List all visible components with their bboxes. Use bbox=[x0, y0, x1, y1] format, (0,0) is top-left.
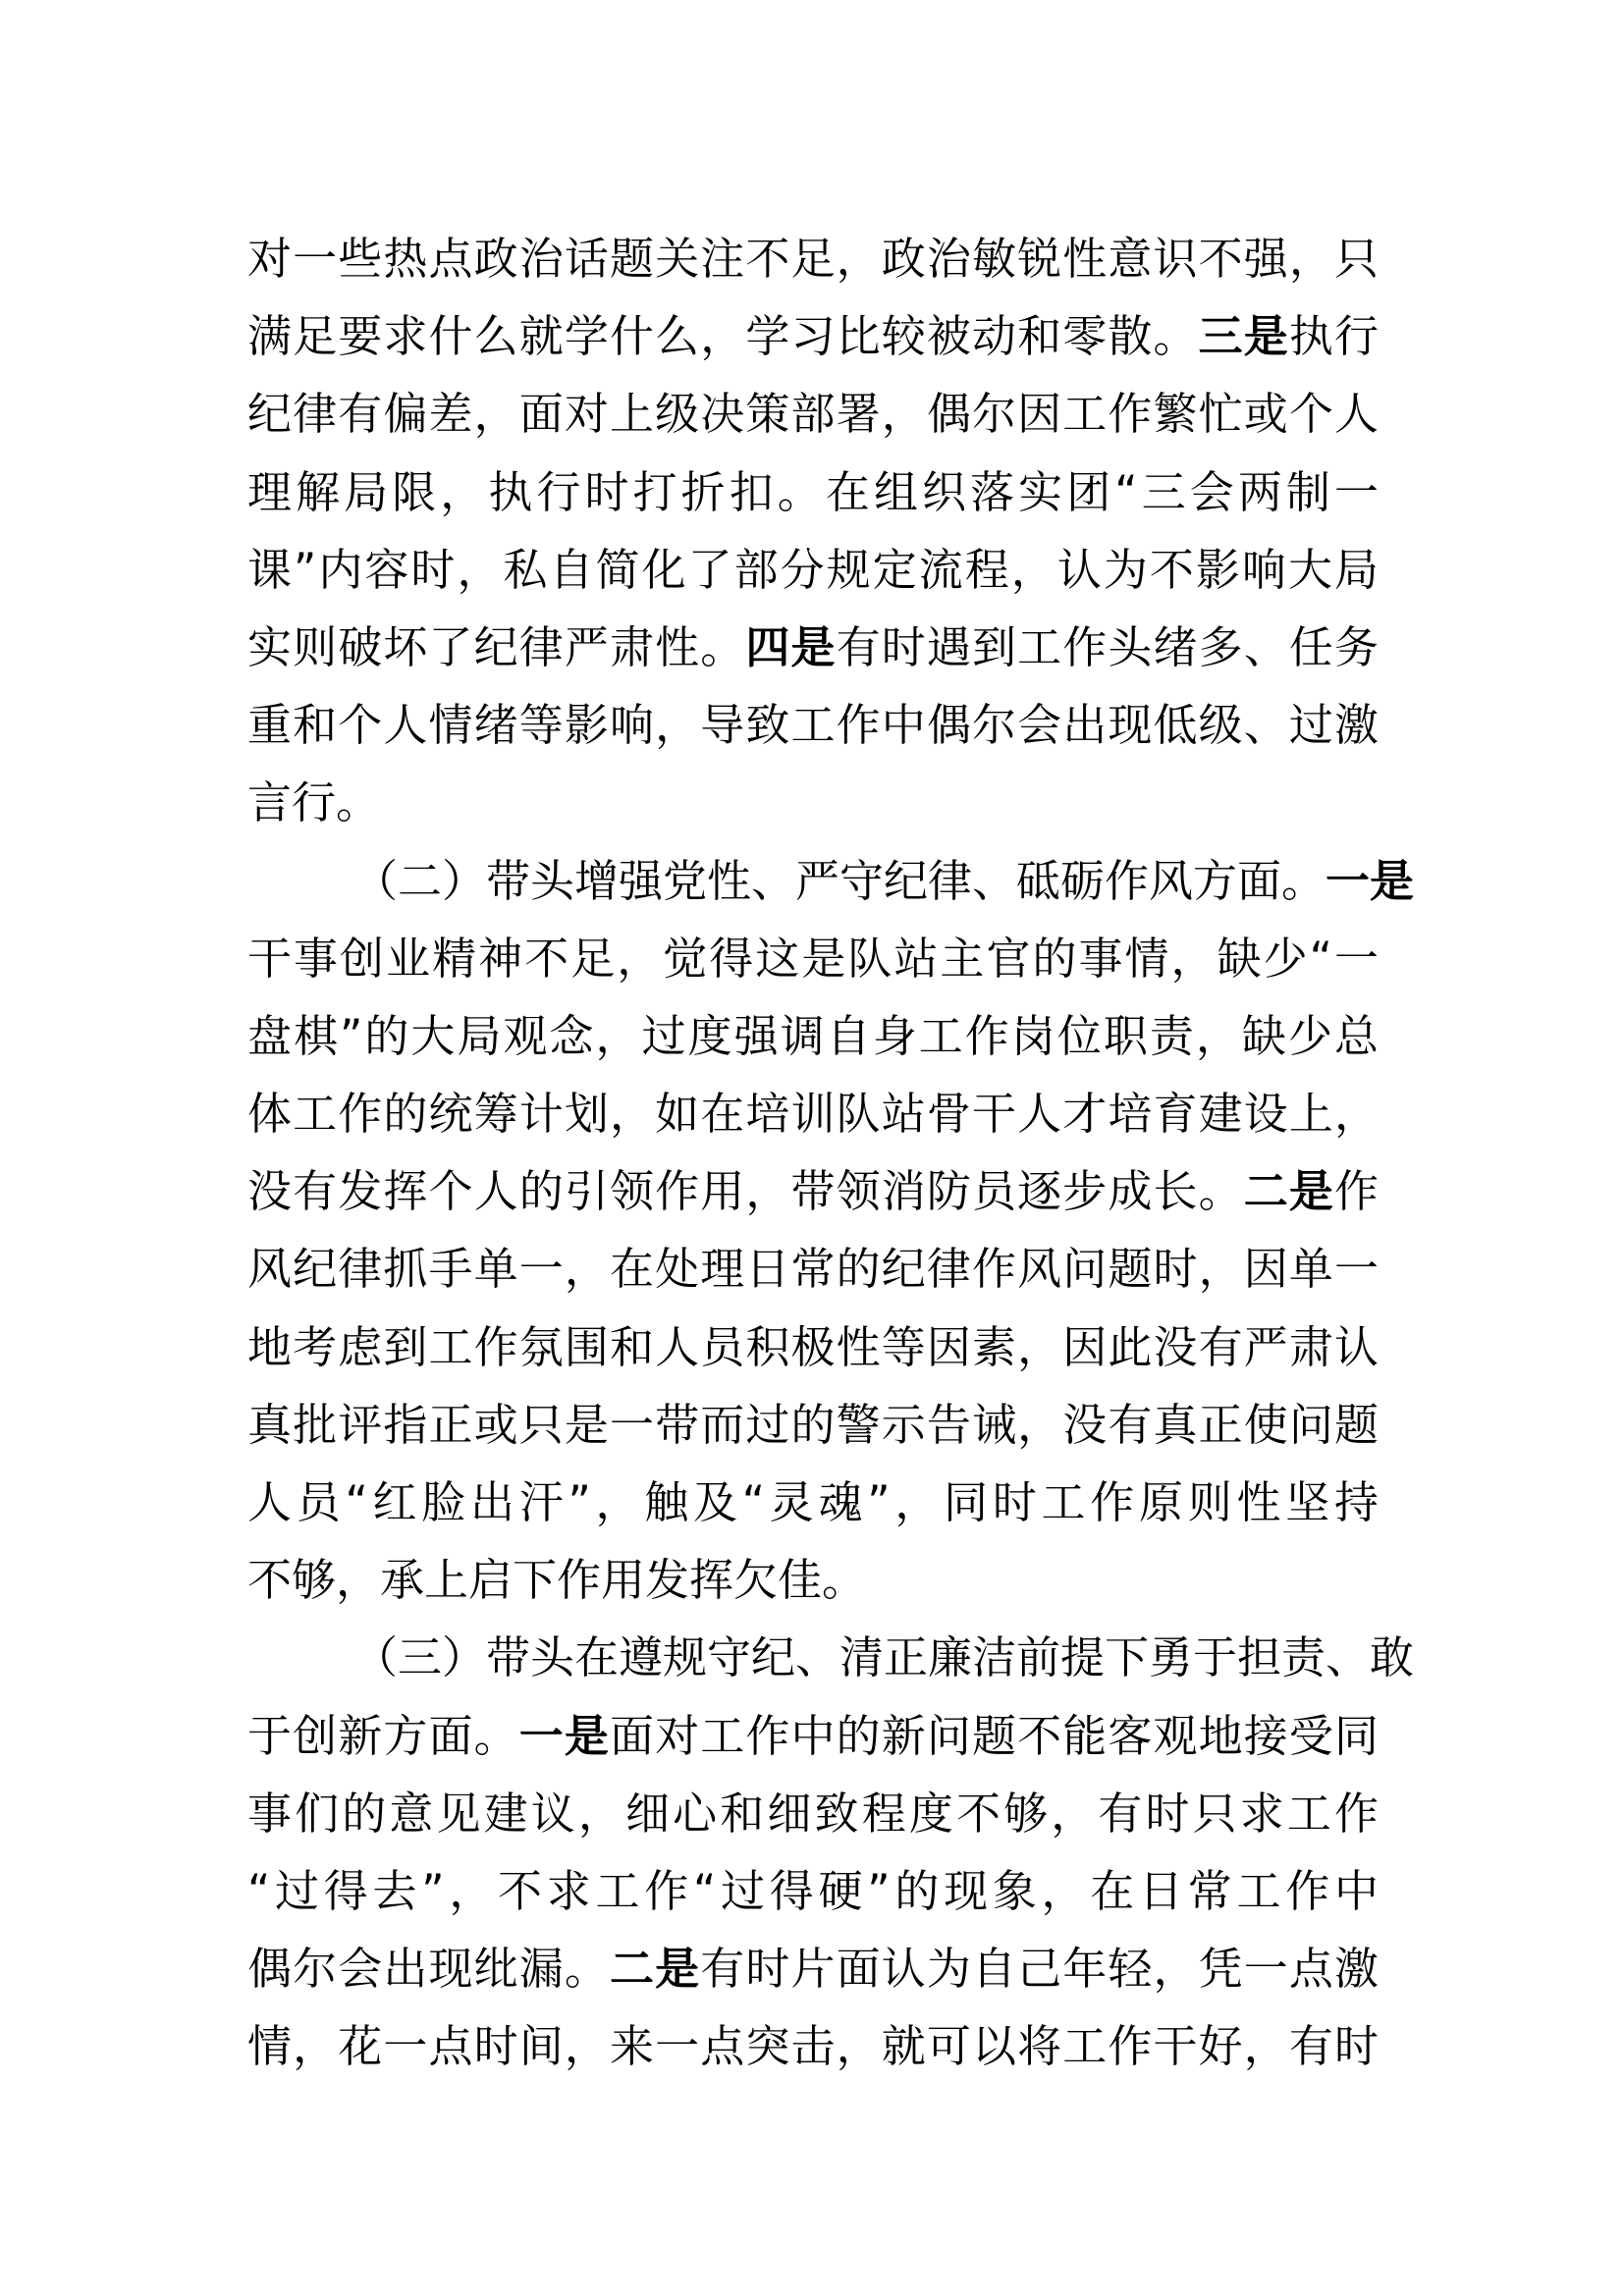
text-segment: 满足要求什么就学什么，学习比较被动和零散。 bbox=[247, 310, 1199, 363]
text-segment: 作 bbox=[1333, 1165, 1379, 1218]
section-heading-line bbox=[247, 842, 1415, 920]
text-line bbox=[247, 997, 1379, 1075]
text-line bbox=[247, 1386, 1379, 1464]
text-segment: 实则破坏了纪律严肃性。 bbox=[247, 620, 746, 673]
text-segment: 不够，承上启下作用发挥欠佳。 bbox=[247, 1554, 867, 1607]
text-segment: 盘棋”的大局观念，过度强调自身工作岗位职责，缺少总 bbox=[247, 1009, 1379, 1062]
text-segment: 风纪律抓手单一，在处理日常的纪律作风问题时，因单一 bbox=[247, 1243, 1379, 1296]
text-line bbox=[247, 686, 1379, 764]
text-segment: 地考虑到工作氛围和人员积极性等因素，因此没有严肃认 bbox=[247, 1320, 1379, 1373]
text-line bbox=[247, 920, 1379, 997]
text-line bbox=[247, 375, 1379, 453]
text-segment: “过得去”，不求工作“过得硬”的现象，在日常工作中 bbox=[247, 1864, 1379, 1917]
text-segment: 情，花一点时间，来一点突击，就可以将工作干好，有时 bbox=[247, 2020, 1379, 2073]
text-line bbox=[247, 1464, 1379, 1541]
text-line bbox=[247, 1308, 1379, 1386]
section-heading: （三）带头在遵规守纪、清正廉洁前提下勇于担责、敢 bbox=[353, 1631, 1415, 1684]
text-segment: 偶尔会出现纰漏。 bbox=[247, 1943, 610, 1996]
text-line bbox=[247, 1775, 1379, 1852]
text-line bbox=[247, 609, 1379, 686]
bold-keyword: 二是 bbox=[1243, 1165, 1334, 1218]
text-line bbox=[247, 454, 1379, 531]
text-segment: 面对工作中的新问题不能客观地接受同 bbox=[610, 1709, 1379, 1762]
bold-keyword: 四是 bbox=[745, 620, 837, 673]
text-segment: 纪律有偏差，面对上级决策部署，偶尔因工作繁忙或个人 bbox=[247, 388, 1379, 441]
text-line bbox=[247, 220, 1379, 297]
text-segment: 干事创业精神不足，觉得这是队站主官的事情，缺少“一 bbox=[247, 932, 1379, 985]
text-segment: 课”内容时，私自简化了部分规定流程，认为不影响大局 bbox=[247, 543, 1379, 596]
text-line bbox=[247, 1541, 1379, 1619]
paragraph-continuation bbox=[247, 220, 1379, 842]
text-segment: 人员“红脸出汗”，触及“灵魂”，同时工作原则性坚持 bbox=[247, 1476, 1379, 1528]
text-segment: 事们的意见建议，细心和细致程度不够，有时只求工作 bbox=[247, 1787, 1379, 1840]
text-segment: 理解局限，执行时打折扣。在组织落实团“三会两制一 bbox=[247, 465, 1379, 518]
section-heading-line bbox=[247, 1619, 1415, 1696]
text-line bbox=[247, 297, 1379, 375]
text-line bbox=[247, 531, 1379, 609]
paragraph-section-3 bbox=[247, 1619, 1415, 2085]
text-line bbox=[247, 1075, 1379, 1152]
paragraph-section-2 bbox=[247, 842, 1415, 1620]
text-segment: 没有发挥个人的引领作用，带领消防员逐步成长。 bbox=[247, 1165, 1244, 1218]
text-line bbox=[247, 1852, 1379, 1930]
bold-keyword: 二是 bbox=[610, 1943, 701, 1996]
text-segment: 体工作的统筹计划，如在培训队站骨干人才培育建设上， bbox=[247, 1088, 1379, 1141]
text-line bbox=[247, 1230, 1379, 1308]
bold-keyword: 一是 bbox=[518, 1709, 610, 1762]
document-page bbox=[247, 220, 1415, 2086]
text-segment: 于创新方面。 bbox=[247, 1709, 519, 1762]
text-line bbox=[247, 2007, 1379, 2085]
text-segment: 言行。 bbox=[247, 776, 381, 829]
text-line bbox=[247, 1152, 1379, 1230]
text-segment: 执行 bbox=[1288, 310, 1379, 363]
text-line bbox=[247, 764, 1379, 841]
text-segment: 真批评指正或只是一带而过的警示告诫，没有真正使问题 bbox=[247, 1398, 1379, 1451]
section-heading: （二）带头增强党性、严守纪律、砥砺作风方面。 bbox=[353, 854, 1326, 907]
text-segment: 对一些热点政治话题关注不足，政治敏锐性意识不强，只 bbox=[247, 233, 1379, 285]
text-segment: 有时遇到工作头绪多、任务 bbox=[836, 620, 1379, 673]
text-segment: 有时片面认为自己年轻，凭一点激 bbox=[700, 1943, 1379, 1996]
bold-keyword: 三是 bbox=[1198, 310, 1289, 363]
text-line bbox=[247, 1697, 1379, 1775]
text-segment: 重和个人情绪等影响，导致工作中偶尔会出现低级、过激 bbox=[247, 699, 1379, 752]
bold-keyword: 一是 bbox=[1325, 854, 1415, 907]
text-line bbox=[247, 1930, 1379, 2007]
